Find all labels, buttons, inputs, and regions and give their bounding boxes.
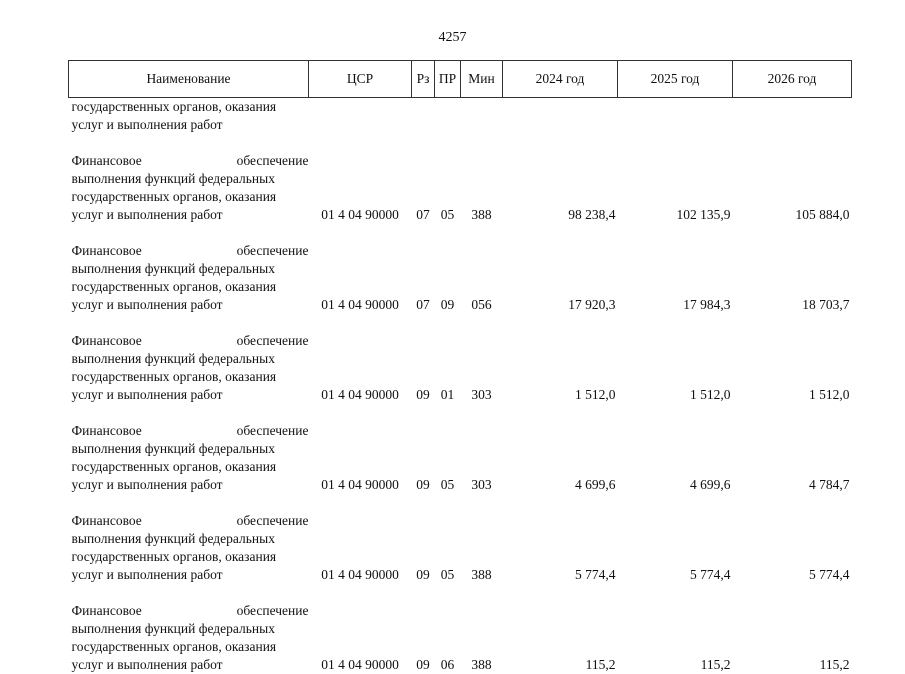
name-line: Финансовое обеспечение [72,332,309,350]
table-row [69,494,852,584]
row-name [69,494,309,584]
row-csr: 01 4 04 90000 [309,584,412,674]
row-value-2026: 18 703,7 [733,224,852,314]
row-min: 388 [461,494,503,584]
row-pr: 05 [435,404,461,494]
row-value-2025: 17 984,3 [618,224,733,314]
name-line: услуг и выполнения работ [72,566,309,584]
name-line: Финансовое обеспечение [72,602,309,620]
row-name [69,314,309,404]
name-line: государственных органов, оказания [72,188,309,206]
row-value-2026: 1 512,0 [733,314,852,404]
column-header-2024: 2024 год [503,61,618,98]
row-value-2025: 102 135,9 [618,134,733,224]
name-line: Финансовое обеспечение [72,422,309,440]
row-rz: 09 [412,314,435,404]
name-line: услуг и выполнения работ [72,116,309,134]
row-pr: 01 [435,314,461,404]
row-csr: 01 4 04 90000 [309,224,412,314]
name-line: государственных органов, оказания [72,458,309,476]
column-header-pr: ПР [435,61,461,98]
row-value-2025: 115,2 [618,584,733,674]
row-value-2026: 5 774,4 [733,494,852,584]
name-line: государственных органов, оказания [72,98,309,116]
table-body [69,98,852,674]
table-row [69,134,852,224]
name-line: услуг и выполнения работ [72,656,309,674]
column-header-rz: Рз [412,61,435,98]
column-header-2025: 2025 год [618,61,733,98]
row-rz: 07 [412,224,435,314]
row-value-2024: 4 699,6 [503,404,618,494]
row-rz: 09 [412,494,435,584]
row-pr: 06 [435,584,461,674]
row-value-2026: 105 884,0 [733,134,852,224]
name-line: услуг и выполнения работ [72,476,309,494]
name-line: Финансовое обеспечение [72,242,309,260]
row-csr: 01 4 04 90000 [309,314,412,404]
table-header [69,61,852,98]
name-line: выполнения функций федеральных [72,170,309,188]
row-value-2024: 17 920,3 [503,224,618,314]
row-pr: 05 [435,494,461,584]
row-value-2024: 1 512,0 [503,314,618,404]
row-name [69,404,309,494]
column-header-name: Наименование [69,61,309,98]
name-line: выполнения функций федеральных [72,620,309,638]
row-rz: 07 [412,134,435,224]
row-csr: 01 4 04 90000 [309,404,412,494]
name-line: услуг и выполнения работ [72,386,309,404]
row-value-2024: 115,2 [503,584,618,674]
budget-table [68,60,852,674]
name-line: услуг и выполнения работ [72,296,309,314]
row-name [69,134,309,224]
row-value-2025: 1 512,0 [618,314,733,404]
row-min: 056 [461,224,503,314]
row-rz: 09 [412,584,435,674]
table-row [69,224,852,314]
column-header-csr: ЦСР [309,61,412,98]
name-line: услуг и выполнения работ [72,206,309,224]
row-pr: 05 [435,134,461,224]
row-value-2026: 115,2 [733,584,852,674]
name-line: выполнения функций федеральных [72,260,309,278]
row-csr: 01 4 04 90000 [309,494,412,584]
name-line: выполнения функций федеральных [72,440,309,458]
row-value-2025: 5 774,4 [618,494,733,584]
name-line: выполнения функций федеральных [72,350,309,368]
name-line: государственных органов, оказания [72,368,309,386]
row-pr: 09 [435,224,461,314]
row-min: 388 [461,584,503,674]
column-header-min: Мин [461,61,503,98]
row-value-2024: 98 238,4 [503,134,618,224]
name-line: государственных органов, оказания [72,548,309,566]
table-row-continuation [69,98,852,135]
row-min: 388 [461,134,503,224]
name-line: государственных органов, оказания [72,638,309,656]
row-csr: 01 4 04 90000 [309,134,412,224]
row-name [69,584,309,674]
row-min: 303 [461,314,503,404]
table-row [69,584,852,674]
row-rz: 09 [412,404,435,494]
column-header-2026: 2026 год [733,61,852,98]
table-row [69,404,852,494]
name-line: Финансовое обеспечение [72,512,309,530]
name-line: государственных органов, оказания [72,278,309,296]
page-number: 4257 [0,30,905,46]
row-value-2026: 4 784,7 [733,404,852,494]
row-min: 303 [461,404,503,494]
row-value-2024: 5 774,4 [503,494,618,584]
row-name [69,98,309,135]
row-value-2025: 4 699,6 [618,404,733,494]
name-line: Финансовое обеспечение [72,152,309,170]
name-line: выполнения функций федеральных [72,530,309,548]
row-name [69,224,309,314]
table-row [69,314,852,404]
